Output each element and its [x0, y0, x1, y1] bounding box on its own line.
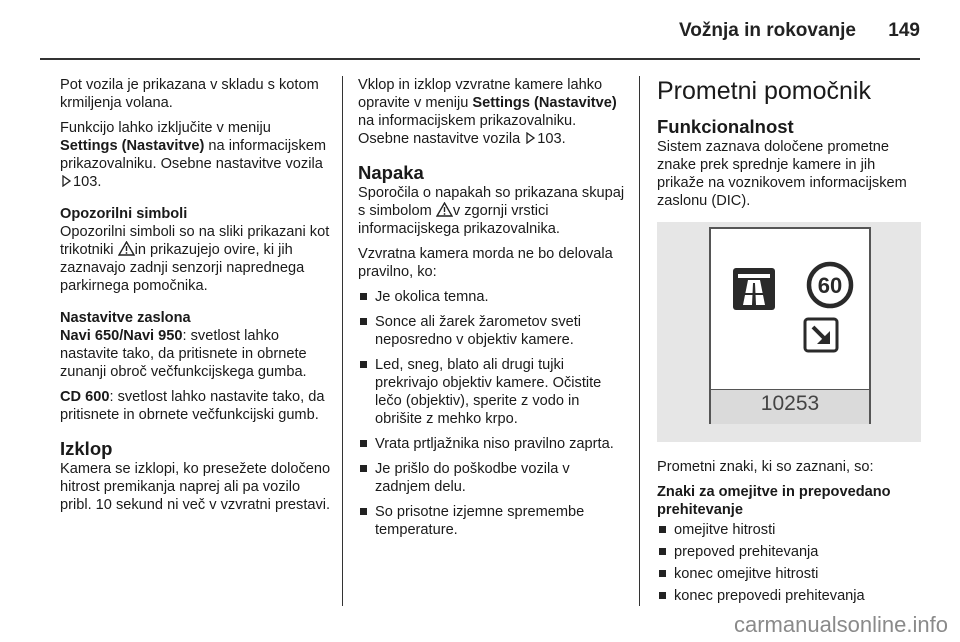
list-item-text: So prisotne izjemne spremembe temperature.	[375, 504, 585, 538]
text: v zgornji vrstici informacijskega prikazovalnika.	[358, 203, 560, 237]
text: Funkcijo lahko izključite v meniju	[60, 120, 271, 136]
paragraph-warning	[60, 223, 332, 295]
figure-code: 10253	[760, 392, 820, 415]
arrow-down-right-icon	[803, 317, 839, 353]
text: : svetlost lahko nastavite tako, da pritisnete in obrnete zunanji obroč večfunkcijskega gumba.	[60, 328, 307, 380]
warning-heading: Opozorilni simboli	[60, 206, 188, 222]
motorway-sign-icon	[732, 267, 776, 311]
warning-triangle-icon	[118, 241, 135, 256]
paragraph-disable	[60, 119, 332, 191]
page-ref: 103.	[73, 174, 102, 190]
text: in prikazujejo ovire, ki jih zaznavajo zadnji senzorji naprednega parkirnega pomočnika.	[60, 242, 305, 294]
text: Opozorilni simboli so na sliki prikazani kot trikotniki	[60, 224, 330, 258]
page-header	[0, 0, 960, 60]
column-2	[358, 76, 626, 546]
paragraph-function: Sistem zaznava določene prometne znake prek sprednje kamere in jih prikaže na voznikovem informacijskem zaslonu (DIC).	[657, 139, 907, 209]
list-item-text: Vrata prtljažnika niso pravilno zaprta.	[375, 436, 614, 452]
dic-display	[709, 227, 871, 424]
signs-list	[657, 521, 925, 605]
list-item	[657, 565, 925, 583]
page-number: 149	[888, 20, 920, 41]
function-heading: Funkcionalnost	[657, 116, 794, 137]
text: na informacijskem prikazovalniku. Osebne nastavitve vozila	[358, 113, 577, 147]
column-1	[60, 76, 332, 521]
page-ref-icon	[526, 132, 535, 144]
text: : svetlost lahko nastavite tako, da pritisnete in obrnete večfunkcijski gumb.	[60, 389, 325, 423]
display-heading: Nastavitve zaslona	[60, 310, 191, 326]
list-item-text: konec prepovedi prehitevanja	[674, 588, 865, 604]
paragraph-error	[358, 184, 626, 238]
list-item-text: Je okolica temna.	[375, 289, 489, 305]
settings-menu-name: Settings (Nastavitve)	[60, 138, 205, 154]
header-rule	[40, 58, 920, 60]
list-item-text: Led, sneg, blato ali drugi tujki prekrivajo objektiv kamere. Očistite lečo (objektiv), sperite z vodo in obrišite z mehko krpo.	[375, 357, 602, 427]
column-divider	[342, 76, 343, 606]
signs-heading: Znaki za omejitve in prepovedano prehitevanje	[657, 484, 891, 518]
watermark: carmanualsonline.info	[733, 612, 948, 637]
navi-model: Navi 650/Navi 950	[60, 328, 183, 344]
text: Sporočila o napakah so prikazana skupaj s simbolom	[358, 185, 625, 219]
page-ref-icon	[62, 175, 71, 187]
error-heading: Napaka	[358, 162, 424, 183]
paragraph-path: Pot vozila je prikazana v skladu s kotom krmiljenja volana.	[60, 77, 319, 111]
list-item	[358, 356, 626, 428]
dic-figure	[657, 222, 921, 442]
list-item	[657, 587, 925, 605]
list-item	[657, 521, 925, 539]
text: na informacijskem prikazovalniku. Osebne nastavitve vozila	[60, 138, 327, 172]
list-item-text: konec omejitve hitrosti	[674, 566, 819, 582]
speed-limit-value: 60	[817, 273, 843, 298]
column-3	[657, 76, 925, 609]
warning-triangle-icon	[436, 202, 453, 217]
off-heading: Izklop	[60, 438, 113, 459]
paragraph-off: Kamera se izklopi, ko presežete določeno hitrost premikanja naprej ali pa vozilo pribl. 10 sekund ni več v vzvratni prestavi.	[60, 461, 331, 513]
list-item	[358, 503, 626, 539]
list-item-text: Je prišlo do poškodbe vozila v zadnjem delu.	[375, 461, 570, 495]
conditions-list	[358, 288, 626, 539]
list-item	[358, 288, 626, 306]
list-item-text: prepoved prehitevanja	[674, 544, 819, 560]
list-item-text: omejitve hitrosti	[674, 522, 776, 538]
paragraph-cd	[60, 388, 332, 424]
speed-limit-sign-icon	[806, 261, 854, 309]
page-ref: 103.	[537, 131, 566, 147]
list-item	[358, 313, 626, 349]
paragraph-enable	[358, 76, 626, 148]
list-item	[358, 460, 626, 496]
list-item	[358, 435, 626, 453]
paragraph-navi	[60, 327, 332, 381]
paragraph-may-not-work: Vzvratna kamera morda ne bo delovala pravilno, ko:	[358, 246, 613, 280]
page-title: Vožnja in rokovanje	[678, 20, 856, 41]
settings-menu-name: Settings (Nastavitve)	[472, 95, 617, 111]
list-item-text: Sonce ali žarek žarometov sveti neposredno v objektiv kamere.	[375, 314, 582, 348]
section-title: Prometni pomočnik	[657, 77, 871, 105]
text: Vklop in izklop vzvratne kamere lahko opravite v meniju	[358, 77, 603, 111]
column-divider	[639, 76, 640, 606]
list-item	[657, 543, 925, 561]
cd-model: CD 600	[60, 389, 110, 405]
paragraph-signs-intro: Prometni znaki, ki so zaznani, so:	[657, 459, 874, 475]
